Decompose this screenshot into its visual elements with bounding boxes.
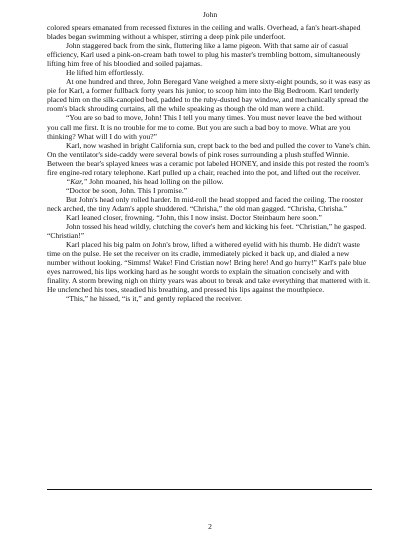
paragraph [47, 177, 372, 186]
footer-rule [47, 489, 372, 490]
running-head: John [202, 10, 218, 19]
paragraph: He lifted him effortlessly. [66, 68, 144, 78]
paragraph: Karl, now washed in bright California sun, crept back to the bed and pulled the cover to Vane's chin. On the ventilator's side-caddy were several bowls of pink roses surrounding a plush stuffed Winnie. Between the bear's splayed knees was a ceramic pot labeled HONEY, and inside this pot rested the room's fire engine-red rotary telephone. Karl pulled up a chair, reached into the pot, and lifted out the receiver. [47, 140, 371, 177]
paragraph: colored spears emanated from recessed fixtures in the ceiling and walls. Overhead, a fan's heart-shaped blades began swimming without a whisper, stirring a deep pink pile underfoot. [47, 23, 361, 42]
paragraph: At one hundred and three, John Beregard Vane weighed a mere sixty-eight pounds, so it was easy as pie for Karl, a former fullback forty years his junior, to scoop him into the Big Bedroom. Karl tenderly placed him on the silk-canopied bed, padded to the ruby-dusted bay window, and mechanically spread the room's black shrouding curtains, all the while speaking as though the old man were a child. [47, 77, 371, 114]
paragraph: “You are so bad to move, John! This I tell you many times. You must never leave the bed without you call me first. It is no trouble for me to come. But you are such a bad boy to move. What are you thinking? What will I do with you?” [47, 113, 362, 141]
italic-speech: “Kar,” [66, 176, 88, 186]
paragraph: “Doctor be soon, John. This I promise.” [66, 185, 188, 195]
page-number: 2 [208, 522, 212, 531]
paragraph: Karl placed his big palm on John's brow, lifted a withered eyelid with his thumb. He didn't waste time on the pulse. He set the receiver on its cradle, immediately picked it back up, and dialed a new number without looking. “Simms! Wake! Find Cristian now! Bring here! And go hurry!” Karl's pale blue eyes narrowed, his lips working hard as he sought words to explain the situation concisely and with finality. A storm brewing nigh on thirty years was about to break and take everything that mattered with it. He unclenched his toes, steadied his breathing, and pressed his lips against the mouthpiece. [47, 240, 371, 295]
paragraph: “This,” he hissed, “is it,” and gently replaced the receiver. [66, 294, 243, 304]
body-text [47, 23, 372, 303]
paragraph: But John's head only rolled harder. In mid-roll the head stopped and faced the ceiling. The rooster neck arched, the tiny Adam's apple shuddered. “Chrisha,” the old man gagged. “Chrisha, Chrisha.” [47, 194, 363, 213]
paragraph: John tossed his head wildly, clutching the cover's hem and kicking his feet. “Christian,” he gasped. “Christian!” [47, 222, 367, 241]
paragraph: John staggered back from the sink, fluttering like a lame pigeon. With that same air of casual efficiency, Karl used a pink-on-cream bath towel to plug his master's trembling bottom, simultaneously lifting him free of his bloodied and soiled pajamas. [47, 41, 361, 69]
paragraph-text: John moaned, his head lolling on the pillow. [87, 176, 224, 186]
paragraph: Karl leaned closer, frowning. “John, this I now insist. Doctor Steinbaum here soon.” [66, 212, 322, 222]
